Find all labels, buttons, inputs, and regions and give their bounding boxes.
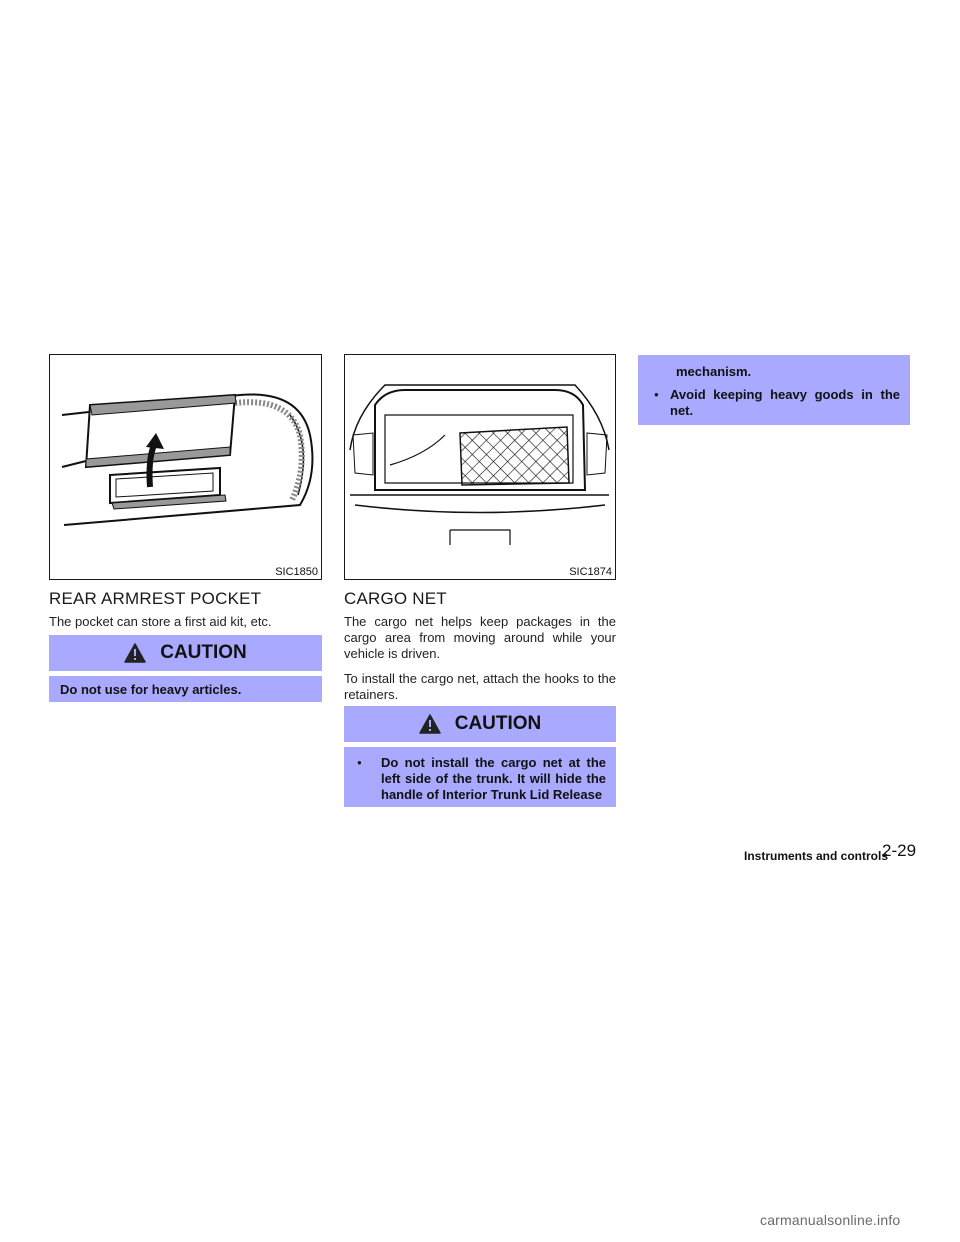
caution-title: CAUTION [454, 713, 542, 734]
warning-triangle-icon [419, 714, 441, 734]
page-number: 2-29 [882, 841, 917, 860]
armrest-pocket-description: The pocket can store a first aid kit, etc. [49, 614, 272, 629]
caution-header [344, 706, 616, 742]
armrest-pocket-figure [49, 354, 322, 580]
bullet-icon: ● [654, 390, 659, 399]
cargo-net-paragraph-2: To install the cargo net, attach the hooks to the retainers. [344, 671, 616, 702]
caution-bullet-item: ● Avoid keeping heavy goods in the net. [654, 387, 900, 418]
caution-bullet-item: ● Do not install the cargo net at the left side of the trunk. It will hide the handle of Interior Trunk Lid Release [357, 755, 606, 802]
figure-id-label: SIC1874 [569, 566, 612, 578]
bullet-icon: ● [357, 758, 362, 767]
cargo-net-illustration [345, 355, 614, 578]
cargo-net-paragraph-1: The cargo net helps keep packages in the cargo area from moving around while your vehicle is driven. [344, 614, 616, 661]
caution-body [49, 676, 322, 702]
figure-id-label: SIC1850 [275, 566, 318, 578]
footer-section-label: Instruments and controls [744, 849, 889, 863]
cargo-net-figure [344, 354, 616, 580]
caution-continuation-text: mechanism. [676, 364, 752, 379]
caution-text: Do not use for heavy articles. [60, 682, 242, 697]
section-heading-cargo-net: CARGO NET [344, 589, 447, 608]
caution-body [344, 747, 616, 807]
section-heading-rear-armrest-pocket: REAR ARMREST POCKET [49, 589, 262, 608]
armrest-pocket-illustration [50, 355, 320, 578]
caution-title: CAUTION [160, 642, 247, 663]
caution-continuation-box [638, 355, 910, 425]
warning-triangle-icon [124, 643, 146, 663]
watermark-text: carmanualsonline.info [760, 1212, 901, 1228]
caution-header [49, 635, 322, 671]
